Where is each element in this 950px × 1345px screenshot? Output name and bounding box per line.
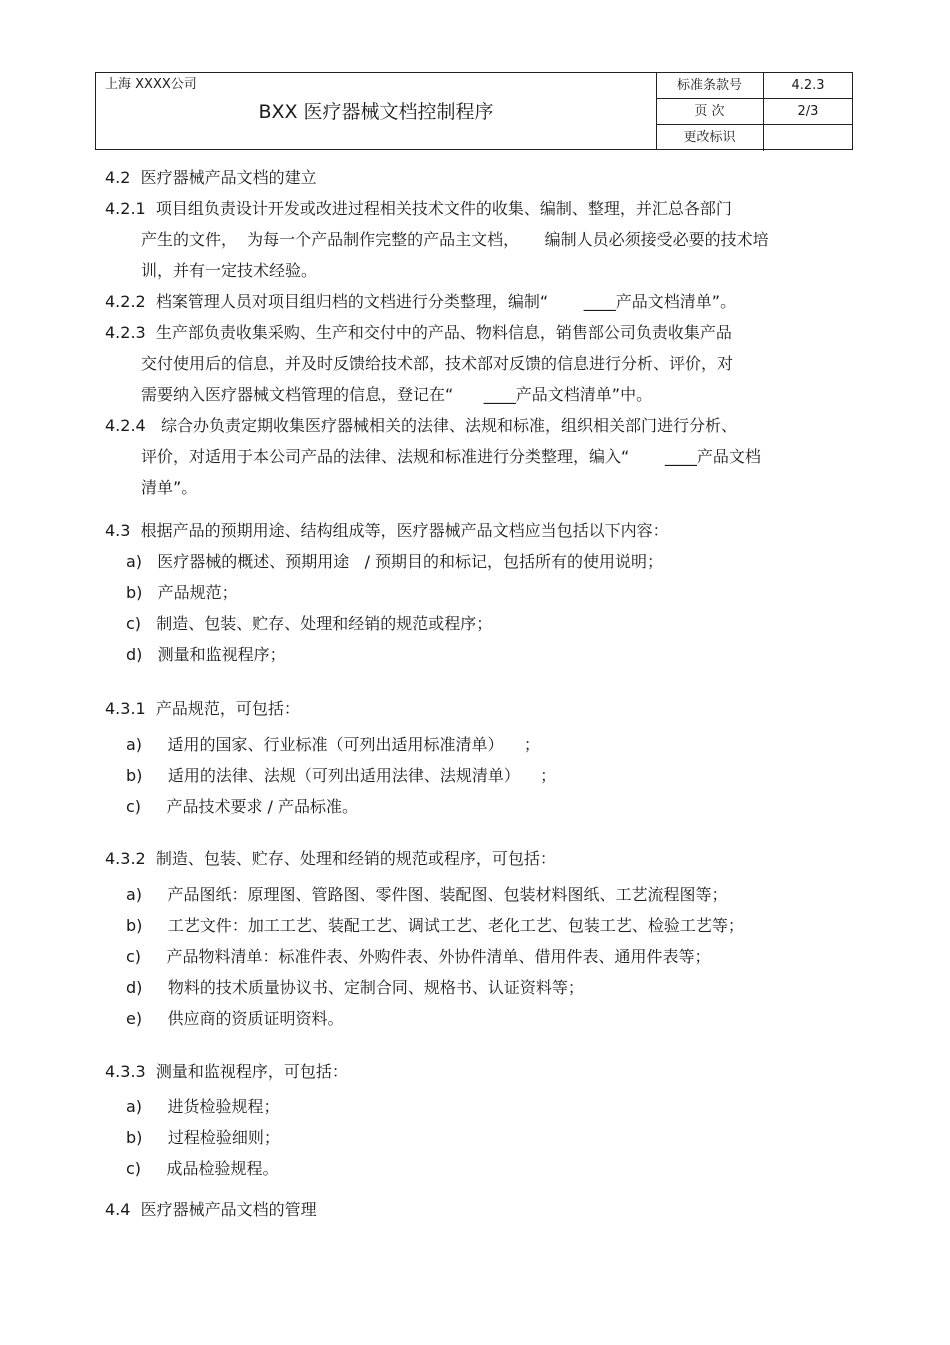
paragraph-line: 清单”。	[141, 478, 198, 497]
revision-value	[764, 125, 852, 151]
paragraph-line: 需要纳入医疗器械文档管理的信息，登记在“ ____产品文档清单”中。	[141, 385, 653, 404]
list-item: a) 医疗器械的概述、预期用途 / 预期目的和标记，包括所有的使用说明；	[126, 552, 664, 571]
list-item: c) 产品物料清单：标准件表、外购件表、外协件清单、借用件表、通用件表等；	[126, 947, 711, 966]
list-item: b) 过程检验细则；	[126, 1128, 280, 1147]
paragraph-4-2-4: 4.2.4 综合办负责定期收集医疗器械相关的法律、法规和标准，组织相关部门进行分析、	[105, 416, 737, 435]
paragraph-4-2-1: 4.2.1 项目组负责设计开发或改进过程相关技术文件的收集、编制、整理，并汇总各部门	[105, 199, 732, 218]
list-item: b) 适用的法律、法规（可列出适用法律、法规清单） ；	[126, 766, 557, 785]
list-item: c) 成品检验规程。	[126, 1159, 279, 1178]
section-heading-4-3-3: 4.3.3 测量和监视程序，可包括：	[105, 1062, 348, 1081]
document-title: BXX 医疗器械文档控制程序	[258, 101, 494, 123]
section-heading-4-3-2: 4.3.2 制造、包装、贮存、处理和经销的规范或程序，可包括：	[105, 849, 556, 868]
page-label: 页 次	[656, 99, 764, 124]
section-heading-4-4: 4.4 医疗器械产品文档的管理	[105, 1200, 317, 1219]
company-name: 上海 XXXX公司	[105, 77, 197, 92]
list-item: d) 物料的技术质量协议书、定制合同、规格书、认证资料等；	[126, 978, 584, 997]
list-item: e) 供应商的资质证明资料。	[126, 1009, 344, 1028]
header-row-clause	[656, 73, 852, 99]
section-heading-4-3-1: 4.3.1 产品规范，可包括：	[105, 699, 300, 718]
header-info-grid	[656, 73, 852, 151]
section-heading-4-2: 4.2 医疗器械产品文档的建立	[105, 168, 317, 187]
list-item: b) 工艺文件：加工工艺、装配工艺、调试工艺、老化工艺、包装工艺、检验工艺等；	[126, 916, 744, 935]
paragraph-line: 评价，对适用于本公司产品的法律、法规和标准进行分类整理，编入“ ____产品文档	[141, 447, 761, 466]
page-value: 2/3	[797, 104, 819, 119]
clause-value: 4.2.3	[791, 78, 825, 93]
paragraph-line: 交付使用后的信息，并及时反馈给技术部，技术部对反馈的信息进行分析、评价，对	[141, 354, 734, 373]
header-title-cell	[96, 73, 657, 149]
paragraph-4-2-3: 4.2.3 生产部负责收集采购、生产和交付中的产品、物料信息，销售部公司负责收集产品	[105, 323, 732, 342]
document-header	[95, 72, 853, 150]
list-item: a) 产品图纸：原理图、管路图、零件图、装配图、包装材料图纸、工艺流程图等；	[126, 885, 728, 904]
paragraph-line: 训，并有一定技术经验。	[141, 261, 318, 280]
clause-label: 标准条款号	[656, 73, 764, 98]
list-item: c) 产品技术要求 / 产品标准。	[126, 797, 359, 816]
list-item: a) 进货检验规程；	[126, 1097, 280, 1116]
header-row-page	[656, 99, 852, 125]
list-item: c) 制造、包装、贮存、处理和经销的规范或程序；	[126, 614, 493, 633]
section-heading-4-3: 4.3 根据产品的预期用途、结构组成等，医疗器械产品文档应当包括以下内容：	[105, 521, 669, 540]
list-item: d) 测量和监视程序；	[126, 645, 286, 664]
paragraph-line: 产生的文件， 为每一个产品制作完整的产品主文档， 编制人员必须接受必要的技术培	[141, 230, 769, 249]
paragraph-4-2-2: 4.2.2 档案管理人员对项目组归档的文档进行分类整理，编制“ ____产品文档清单”。	[105, 292, 737, 311]
revision-label: 更改标识	[656, 125, 764, 151]
list-item: b) 产品规范；	[126, 583, 238, 602]
list-item: a) 适用的国家、行业标准（可列出适用标准清单） ；	[126, 735, 540, 754]
header-row-revision	[656, 125, 852, 151]
